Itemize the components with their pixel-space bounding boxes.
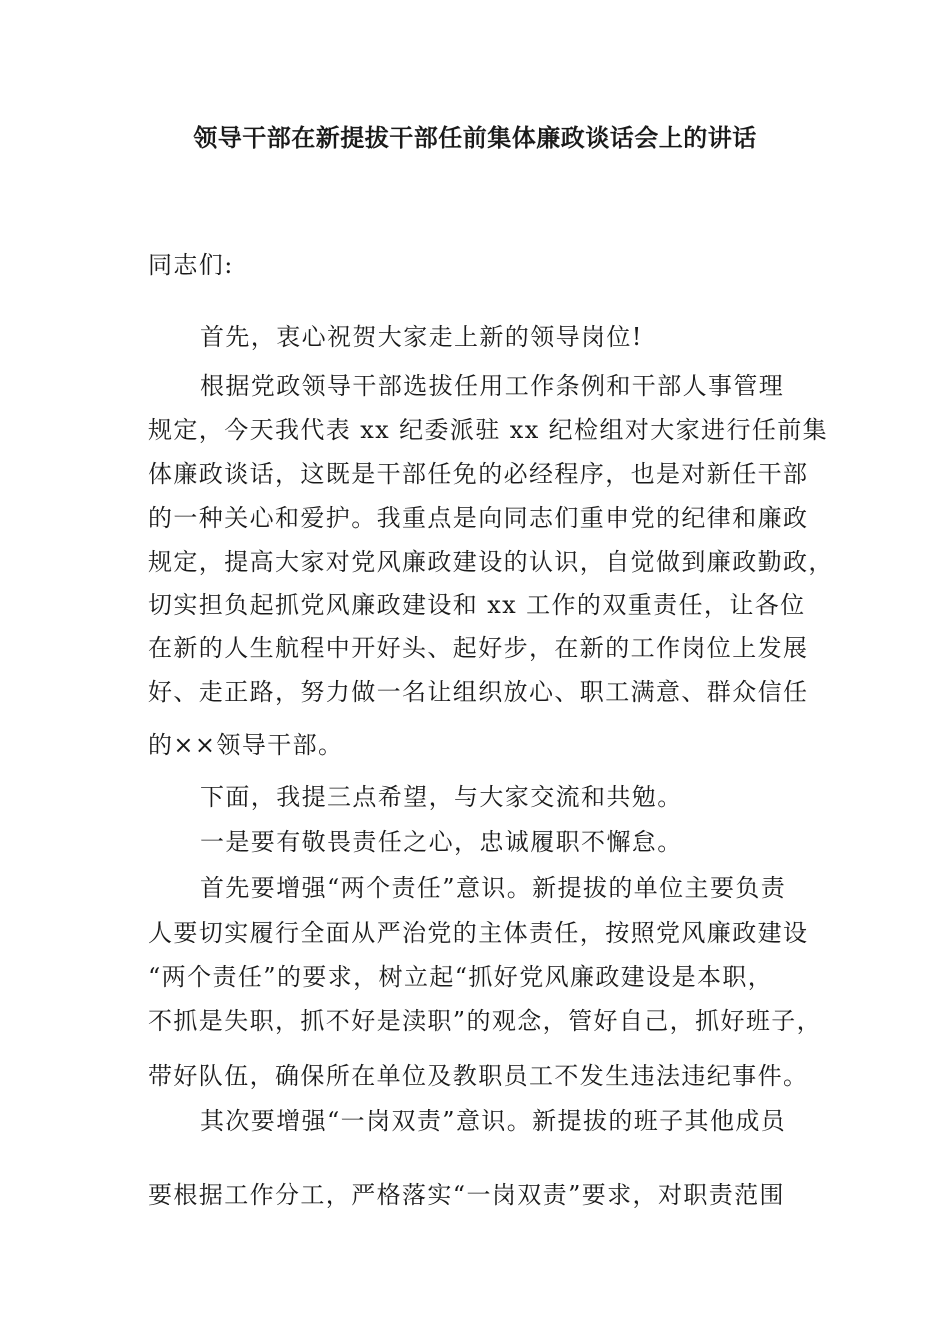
paragraph-line: 首先要增强“两个责任”意识。新提拔的单位主要负责 [200,874,787,902]
salutation: 同志们: [148,251,234,279]
paragraph-line: 一是要有敬畏责任之心，忠诚履职不懈怠。 [200,828,683,856]
paragraph-line: 不抓是失职，抓不好是渎职”的观念，管好自己，抓好班子， [148,1007,823,1035]
paragraph-line: 首先，衷心祝贺大家走上新的领导岗位! [200,323,643,351]
paragraph-line: 带好队伍，确保所在单位及教职员工不发生违法违纪事件。 [148,1062,809,1090]
paragraph-line: 要根据工作分工，严格落实“一岗双责”要求，对职责范围 [148,1181,785,1209]
paragraph-line: 在新的人生航程中开好头、起好步，在新的工作岗位上发展 [148,634,809,662]
paragraph-line: 的××领导干部。 [148,731,344,759]
paragraph-line: 的一种关心和爱护。我重点是向同志们重申党的纪律和廉政 [148,504,809,532]
document-title: 领导干部在新提拔干部任前集体廉政谈话会上的讲话 [193,123,757,152]
paragraph-line: 规定，提高大家对党风廉政建设的认识，自觉做到廉政勤政， [148,548,834,576]
paragraph-line: “两个责任”的要求，树立起“抓好党风廉政建设是本职， [148,963,774,991]
paragraph-line: 下面，我提三点希望，与大家交流和共勉。 [200,783,683,811]
paragraph-line: 规定，今天我代表 xx 纪委派驻 xx 纪检组对大家进行任前集 [148,416,829,444]
paragraph-line: 体廉政谈话，这既是干部任免的必经程序，也是对新任干部 [148,460,809,488]
paragraph-line: 其次要增强“一岗双责”意识。新提拔的班子其他成员 [200,1107,787,1135]
paragraph-line: 人要切实履行全面从严治党的主体责任，按照党风廉政建设 [148,919,809,947]
paragraph-line: 好、走正路，努力做一名让组织放心、职工满意、群众信任 [148,678,809,706]
paragraph-line: 根据党政领导干部选拔任用工作条例和干部人事管理 [200,372,785,400]
paragraph-line: 切实担负起抓党风廉政建设和 xx 工作的双重责任，让各位 [148,591,806,619]
